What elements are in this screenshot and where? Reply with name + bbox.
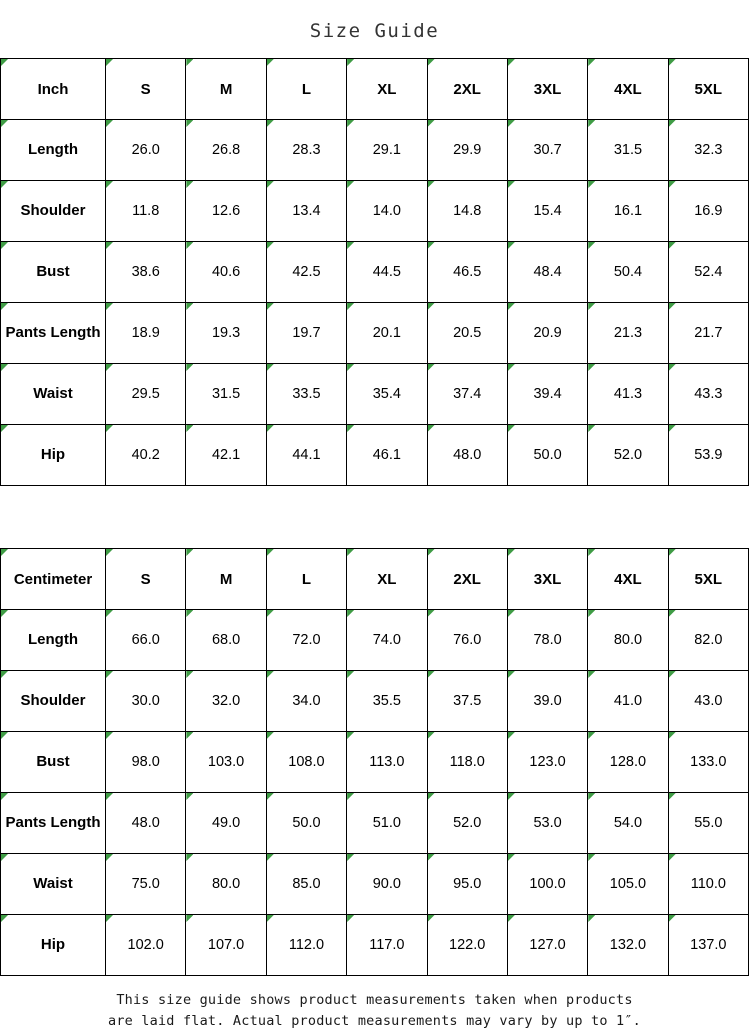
cell-waist-4xl: 41.3 — [588, 364, 668, 425]
cell-bust-s: 38.6 — [106, 242, 186, 303]
size-header-s: S — [106, 59, 186, 120]
cell-pants-length-l: 19.7 — [266, 303, 346, 364]
cell-length-l: 72.0 — [266, 610, 346, 671]
size-header-3xl: 3XL — [507, 549, 587, 610]
cell-pants-length-5xl: 55.0 — [668, 793, 748, 854]
cell-shoulder-l: 13.4 — [266, 181, 346, 242]
cell-waist-xl: 90.0 — [347, 854, 427, 915]
cell-length-m: 26.8 — [186, 120, 266, 181]
cell-pants-length-2xl: 20.5 — [427, 303, 507, 364]
cell-length-l: 28.3 — [266, 120, 346, 181]
cell-pants-length-2xl: 52.0 — [427, 793, 507, 854]
size-header-2xl: 2XL — [427, 549, 507, 610]
cell-waist-2xl: 37.4 — [427, 364, 507, 425]
size-header-xl: XL — [347, 59, 427, 120]
cell-shoulder-m: 32.0 — [186, 671, 266, 732]
size-header-2xl: 2XL — [427, 59, 507, 120]
cell-bust-5xl: 52.4 — [668, 242, 748, 303]
cell-hip-m: 42.1 — [186, 425, 266, 486]
cell-shoulder-s: 11.8 — [106, 181, 186, 242]
size-header-xl: XL — [347, 549, 427, 610]
table-header-row — [1, 59, 749, 120]
cell-bust-s: 98.0 — [106, 732, 186, 793]
cell-bust-4xl: 128.0 — [588, 732, 668, 793]
table-row — [1, 793, 749, 854]
size-header-l: L — [266, 549, 346, 610]
cell-waist-m: 80.0 — [186, 854, 266, 915]
table-row — [1, 854, 749, 915]
cell-shoulder-5xl: 43.0 — [668, 671, 748, 732]
cell-hip-2xl: 48.0 — [427, 425, 507, 486]
cell-length-2xl: 29.9 — [427, 120, 507, 181]
size-table-inch-body — [1, 120, 749, 486]
cell-bust-xl: 113.0 — [347, 732, 427, 793]
cell-length-2xl: 76.0 — [427, 610, 507, 671]
size-table-inch — [0, 58, 749, 486]
cell-shoulder-5xl: 16.9 — [668, 181, 748, 242]
row-label-bust: Bust — [1, 242, 106, 303]
table-row — [1, 303, 749, 364]
table-row — [1, 181, 749, 242]
table-row — [1, 242, 749, 303]
cell-pants-length-3xl: 20.9 — [507, 303, 587, 364]
size-header-m: M — [186, 549, 266, 610]
cell-bust-l: 108.0 — [266, 732, 346, 793]
table-row — [1, 425, 749, 486]
cell-waist-l: 85.0 — [266, 854, 346, 915]
cell-waist-3xl: 39.4 — [507, 364, 587, 425]
cell-bust-2xl: 46.5 — [427, 242, 507, 303]
footer-note-line-2: are laid flat. Actual product measurements may vary by up to 1″. — [108, 1012, 641, 1029]
cell-waist-3xl: 100.0 — [507, 854, 587, 915]
cell-shoulder-2xl: 14.8 — [427, 181, 507, 242]
row-label-length: Length — [1, 120, 106, 181]
page-title: Size Guide — [309, 20, 440, 42]
cell-shoulder-3xl: 15.4 — [507, 181, 587, 242]
size-header-3xl: 3XL — [507, 59, 587, 120]
cell-shoulder-l: 34.0 — [266, 671, 346, 732]
cell-bust-4xl: 50.4 — [588, 242, 668, 303]
cell-length-m: 68.0 — [186, 610, 266, 671]
size-header-5xl: 5XL — [668, 59, 748, 120]
table-row — [1, 610, 749, 671]
cell-length-5xl: 82.0 — [668, 610, 748, 671]
cell-bust-5xl: 133.0 — [668, 732, 748, 793]
cell-hip-s: 40.2 — [106, 425, 186, 486]
cell-pants-length-l: 50.0 — [266, 793, 346, 854]
table-row — [1, 120, 749, 181]
cell-hip-2xl: 122.0 — [427, 915, 507, 976]
row-label-pants-length: Pants Length — [1, 793, 106, 854]
cell-hip-5xl: 137.0 — [668, 915, 748, 976]
size-header-s: S — [106, 549, 186, 610]
cell-length-s: 26.0 — [106, 120, 186, 181]
cell-shoulder-m: 12.6 — [186, 181, 266, 242]
size-table-centimeter-body — [1, 610, 749, 976]
size-header-4xl: 4XL — [588, 549, 668, 610]
cell-pants-length-s: 48.0 — [106, 793, 186, 854]
size-header-5xl: 5XL — [668, 549, 748, 610]
cell-waist-s: 75.0 — [106, 854, 186, 915]
cell-length-xl: 74.0 — [347, 610, 427, 671]
row-label-length: Length — [1, 610, 106, 671]
cell-waist-m: 31.5 — [186, 364, 266, 425]
size-table-centimeter-header — [1, 549, 749, 610]
table-row — [1, 732, 749, 793]
cell-hip-xl: 46.1 — [347, 425, 427, 486]
cell-length-4xl: 31.5 — [588, 120, 668, 181]
row-label-shoulder: Shoulder — [1, 181, 106, 242]
table-row — [1, 915, 749, 976]
row-label-hip: Hip — [1, 915, 106, 976]
size-table-inch-header — [1, 59, 749, 120]
row-label-pants-length: Pants Length — [1, 303, 106, 364]
cell-shoulder-4xl: 41.0 — [588, 671, 668, 732]
size-table-centimeter — [0, 548, 749, 976]
cell-length-xl: 29.1 — [347, 120, 427, 181]
cell-shoulder-3xl: 39.0 — [507, 671, 587, 732]
cell-waist-2xl: 95.0 — [427, 854, 507, 915]
cell-pants-length-m: 49.0 — [186, 793, 266, 854]
cell-waist-4xl: 105.0 — [588, 854, 668, 915]
row-label-bust: Bust — [1, 732, 106, 793]
table-row — [1, 364, 749, 425]
unit-header-centimeter: Centimeter — [1, 549, 106, 610]
cell-hip-s: 102.0 — [106, 915, 186, 976]
cell-bust-3xl: 48.4 — [507, 242, 587, 303]
cell-pants-length-4xl: 21.3 — [588, 303, 668, 364]
table-separator — [0, 486, 749, 548]
cell-shoulder-xl: 35.5 — [347, 671, 427, 732]
cell-waist-5xl: 110.0 — [668, 854, 748, 915]
cell-waist-s: 29.5 — [106, 364, 186, 425]
cell-hip-l: 112.0 — [266, 915, 346, 976]
footer-note — [0, 976, 749, 1032]
cell-pants-length-xl: 20.1 — [347, 303, 427, 364]
cell-bust-3xl: 123.0 — [507, 732, 587, 793]
cell-bust-m: 40.6 — [186, 242, 266, 303]
cell-shoulder-2xl: 37.5 — [427, 671, 507, 732]
unit-header-inch: Inch — [1, 59, 106, 120]
cell-bust-2xl: 118.0 — [427, 732, 507, 793]
cell-pants-length-s: 18.9 — [106, 303, 186, 364]
cell-hip-m: 107.0 — [186, 915, 266, 976]
cell-shoulder-4xl: 16.1 — [588, 181, 668, 242]
cell-shoulder-s: 30.0 — [106, 671, 186, 732]
table-row — [1, 671, 749, 732]
cell-waist-5xl: 43.3 — [668, 364, 748, 425]
cell-shoulder-xl: 14.0 — [347, 181, 427, 242]
cell-pants-length-xl: 51.0 — [347, 793, 427, 854]
cell-hip-l: 44.1 — [266, 425, 346, 486]
row-label-waist: Waist — [1, 364, 106, 425]
cell-length-3xl: 78.0 — [507, 610, 587, 671]
cell-bust-l: 42.5 — [266, 242, 346, 303]
table-header-row — [1, 549, 749, 610]
cell-hip-xl: 117.0 — [347, 915, 427, 976]
size-header-4xl: 4XL — [588, 59, 668, 120]
cell-hip-5xl: 53.9 — [668, 425, 748, 486]
cell-pants-length-m: 19.3 — [186, 303, 266, 364]
cell-hip-4xl: 132.0 — [588, 915, 668, 976]
row-label-hip: Hip — [1, 425, 106, 486]
cell-length-4xl: 80.0 — [588, 610, 668, 671]
cell-waist-xl: 35.4 — [347, 364, 427, 425]
cell-bust-m: 103.0 — [186, 732, 266, 793]
size-header-l: L — [266, 59, 346, 120]
cell-hip-4xl: 52.0 — [588, 425, 668, 486]
cell-bust-xl: 44.5 — [347, 242, 427, 303]
footer-note-line-1: This size guide shows product measurements taken when products — [116, 992, 633, 1008]
cell-pants-length-3xl: 53.0 — [507, 793, 587, 854]
row-label-waist: Waist — [1, 854, 106, 915]
cell-waist-l: 33.5 — [266, 364, 346, 425]
cell-hip-3xl: 127.0 — [507, 915, 587, 976]
cell-hip-3xl: 50.0 — [507, 425, 587, 486]
row-label-shoulder: Shoulder — [1, 671, 106, 732]
cell-length-5xl: 32.3 — [668, 120, 748, 181]
cell-length-3xl: 30.7 — [507, 120, 587, 181]
size-header-m: M — [186, 59, 266, 120]
cell-length-s: 66.0 — [106, 610, 186, 671]
cell-pants-length-4xl: 54.0 — [588, 793, 668, 854]
cell-pants-length-5xl: 21.7 — [668, 303, 748, 364]
